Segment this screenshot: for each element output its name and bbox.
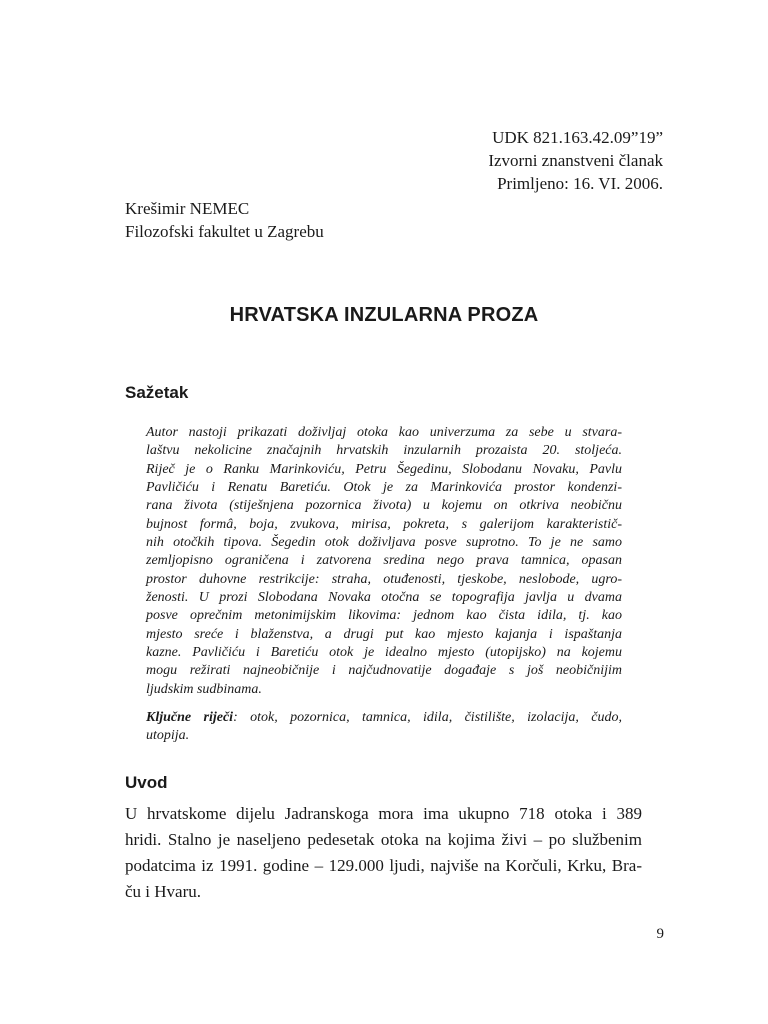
keywords-line [146,709,622,727]
abstract-line: zemljopisno ograničena i zatvorena sredina nego prava tamnica, opasan [146,553,622,569]
abstract-line: bujnost formâ, boja, zvukova, mirisa, pokreta, s galerijom karakteristič- [146,516,622,532]
keywords-list: : otok, pozornica, tamnica, idila, čistilište, izolacija, čudo, [233,710,622,725]
abstract-line: nih otočkih tipova. Šegedin otok doživljava posve suprotno. To je ne samo [146,535,622,551]
paragraph-line: hridi. Stalno je naseljeno pedesetak otoka na kojima živi – po službenim [125,830,642,849]
author-affiliation: Filozofski fakultet u Zagrebu [125,222,324,241]
paragraph-line: podatcima iz 1991. godine – 129.000 ljudi, najviše na Korčuli, Krku, Bra- [125,856,642,875]
article-title: HRVATSKA INZULARNA PROZA [229,304,539,326]
abstract-line: mjesto sreće i blaženstva, a drugi put kao mjesto kajanja i ispaštanja [146,626,622,642]
abstract-line: prostor duhovne restrikcije: straha, otuđenosti, tjeskobe, neslobode, ugro- [146,571,622,587]
article-metadata [488,126,663,195]
page-number: 9 [656,926,664,942]
author-block [125,197,324,243]
abstract-line: ljudskim sudbinama. [146,681,262,697]
author-name: Krešimir NEMEC [125,199,250,218]
paragraph-line: U hrvatskome dijelu Jadranskoga mora ima ukupno 718 otoka i 389 [125,804,642,823]
abstract-line: laštvu nekolicine značajnih hrvatskih inzularnih prozaista 20. stoljeća. [146,443,622,459]
abstract-heading: Sažetak [125,383,189,402]
abstract-line: mogu režirati najneobičnije i najčudnovatije događaje s još neobičnijim [146,663,622,679]
paragraph-line: ču i Hvaru. [125,882,202,901]
keywords [146,709,622,746]
received-date: Primljeno: 16. VI. 2006. [497,174,663,193]
abstract-line: rana života (stiješnjena pozornica života) u kojemu on otkriva neobičnu [146,498,622,514]
abstract-line: Riječ je o Ranku Marinkoviću, Petru Šegedinu, Slobodanu Novaku, Pavlu [146,461,622,477]
abstract-line: kazne. Pavličiću i Baretiću otok je idealno mjesto (utopijsko) na kojemu [146,645,622,661]
keywords-label: Ključne riječi [146,710,234,725]
udk-code: UDK 821.163.42.09”19” [492,128,663,147]
intro-heading: Uvod [125,773,168,792]
abstract-line: posve oprečnim metonimijskim likovima: jednom kao čista idila, tj. kao [146,608,622,624]
abstract-text [146,424,622,699]
article-type: Izvorni znanstveni članak [488,151,663,170]
abstract-line: ženosti. U prozi Slobodana Novaka otočna se topografija javlja u dvama [146,590,622,606]
abstract-line: Pavličiću i Renatu Baretiću. Otok je za Marinkovića prostor kondenzi- [146,480,622,496]
abstract-line: Autor nastoji prikazati doživljaj otoka kao univerzuma za sebe u stvara- [146,425,622,440]
keywords-line: utopija. [146,728,190,744]
intro-paragraph [125,801,642,905]
